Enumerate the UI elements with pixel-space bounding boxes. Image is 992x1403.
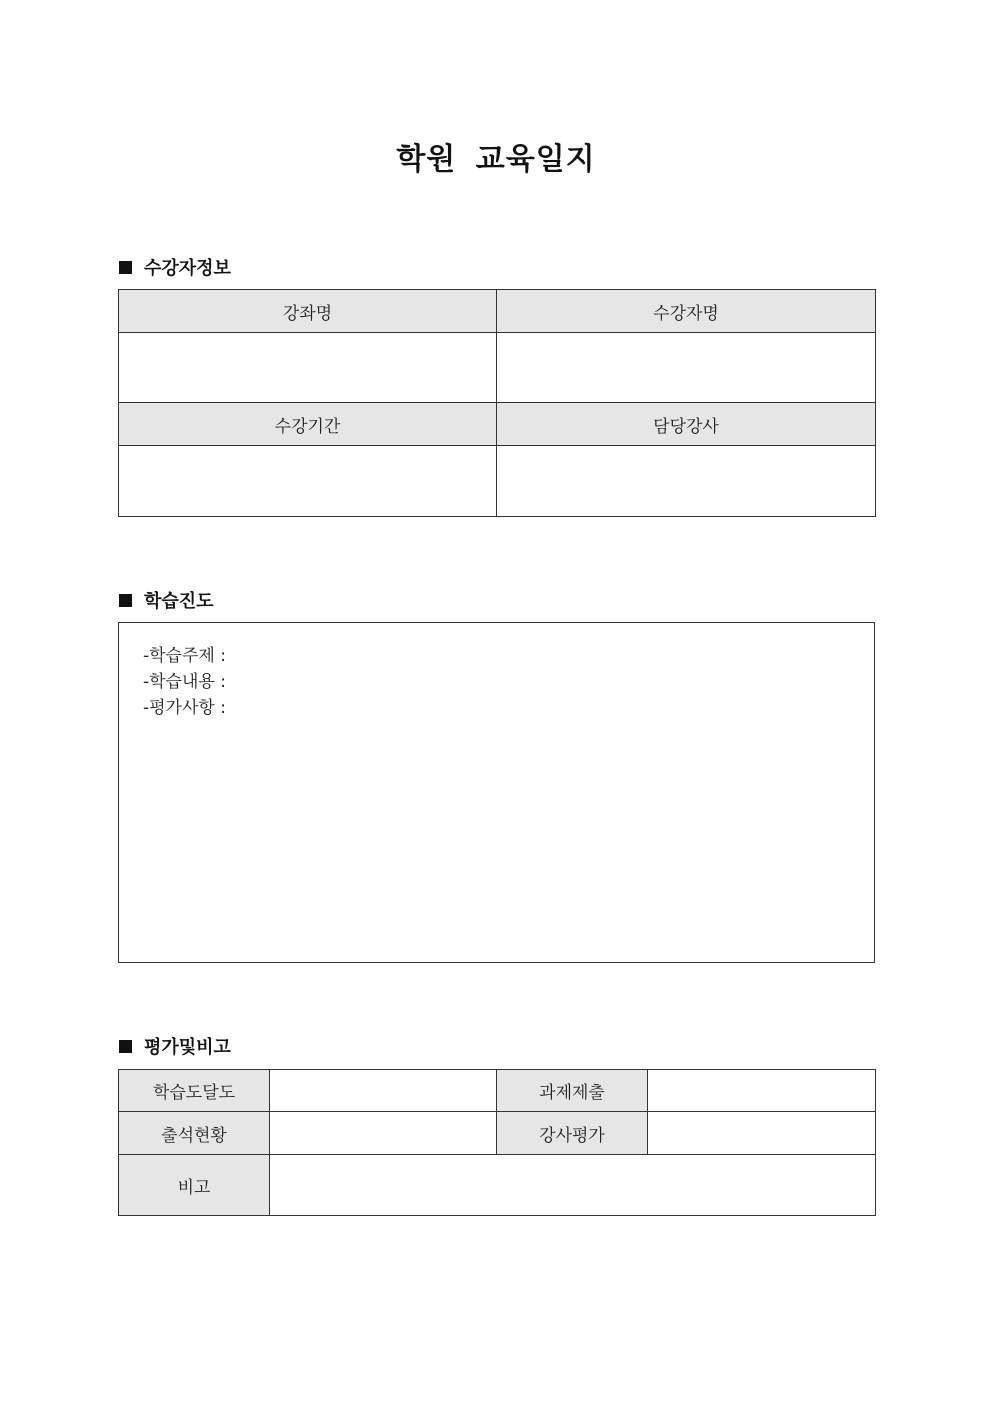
- remarks-label: 비고: [119, 1155, 270, 1216]
- instructor-eval-field[interactable]: [648, 1112, 876, 1155]
- achievement-field[interactable]: [270, 1070, 497, 1112]
- period-label: 수강기간: [119, 403, 497, 446]
- course-name-label: 강좌명: [119, 290, 497, 333]
- assignment-field[interactable]: [648, 1070, 876, 1112]
- student-name-label: 수강자명: [497, 290, 876, 333]
- progress-heading: [119, 587, 214, 613]
- assignment-label: 과제제출: [497, 1070, 648, 1112]
- instructor-eval-label: 강사평가: [497, 1112, 648, 1155]
- evaluation-heading: [119, 1033, 231, 1059]
- square-bullet-icon: [119, 594, 132, 607]
- page-title: 학원 교육일지: [396, 142, 596, 177]
- square-bullet-icon: [119, 261, 132, 274]
- student-info-table: [118, 289, 876, 517]
- student-info-heading: [119, 254, 231, 280]
- remarks-field[interactable]: [270, 1155, 876, 1216]
- attendance-label: 출석현황: [119, 1112, 270, 1155]
- instructor-field[interactable]: [497, 446, 876, 517]
- progress-heading-label: 학습진도: [144, 591, 214, 612]
- progress-line-content: -학습내용 :: [143, 672, 226, 692]
- progress-box[interactable]: [118, 622, 875, 963]
- instructor-label: 담당강사: [497, 403, 876, 446]
- course-name-field[interactable]: [119, 333, 497, 403]
- student-info-heading-label: 수강자정보: [144, 258, 231, 279]
- progress-lines: [143, 643, 226, 721]
- progress-line-topic: -학습주제 :: [143, 646, 226, 666]
- achievement-label: 학습도달도: [119, 1070, 270, 1112]
- square-bullet-icon: [119, 1040, 132, 1053]
- evaluation-heading-label: 평가및비고: [144, 1037, 231, 1058]
- student-name-field[interactable]: [497, 333, 876, 403]
- progress-line-evaluation: -평가사항 :: [143, 698, 226, 718]
- evaluation-table: [118, 1069, 876, 1216]
- attendance-field[interactable]: [270, 1112, 497, 1155]
- period-field[interactable]: [119, 446, 497, 517]
